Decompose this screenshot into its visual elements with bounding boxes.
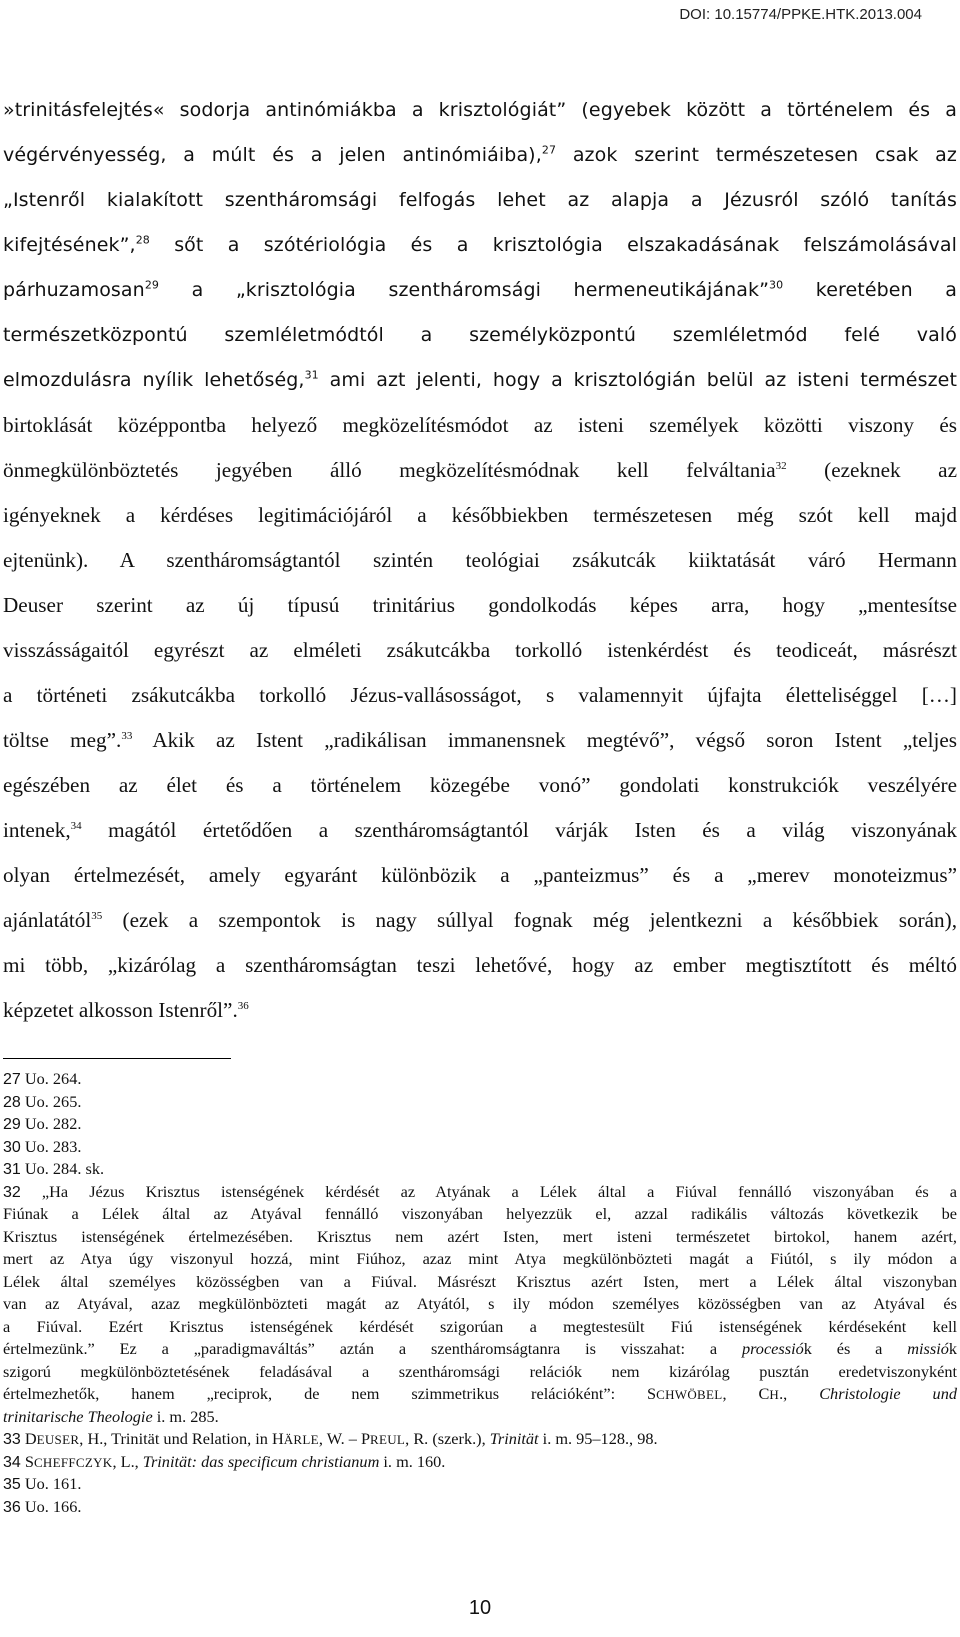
text-line: kifejtésének”,$^{28}$ sőt a szótériológia és a krisztológia elszakadásának felszámolásával (3, 233, 958, 256)
footnote-30: 30 Uo. 283. (3, 1136, 82, 1156)
footnote-ref[interactable]: 29 (144, 278, 160, 292)
text-line: töltse meg”.$^{33}$ Akik az Istent „radikálisan immanensnek megtévő”, végső soron Istent „teljes (3, 728, 957, 752)
page-number: 10 (468, 1597, 492, 1619)
footnote-32-line: értelmezhetők, hanem „reciprok, de nem szimmetrikus relációként”: SCHWÖBEL, CH., Christologie und (3, 1384, 957, 1403)
footnote-ref[interactable]: 32 (775, 459, 787, 472)
text-line: »trinitásfelejtés« sodorja antinómiákba a krisztológiát” (egyebek között a történelem és a (3, 99, 957, 121)
footnote-32-line: van az Atyával, azaz megkülönbözteti magát az Atyától, s ily módon személyes közösségben van az Atyával és (3, 1294, 957, 1313)
footnote-separator (3, 1058, 231, 1059)
footnote-32-line: mert az Atya úgy viszonyul hozzá, mint Fiúhoz, azaz mint Atya megkülönbözteti magát a Fiútól, s ily módon a (3, 1249, 957, 1268)
text-line: olyan értelmezését, amely egyaránt különbözik a „panteizmus” és a „merev monoteizmus” (3, 863, 957, 887)
text-line: Deuser szerint az új típusú trinitárius gondolkodás képes arra, hogy „mentesítse (3, 593, 957, 617)
footnote-32-line: a Fiúval. Ezért Krisztus istenségének kérdését szigorúan a megtestesült Fiú istenségének kérdéseként kell (3, 1316, 957, 1336)
footnote-31: 31 Uo. 284. sk. (3, 1159, 105, 1178)
footnote-ref[interactable]: 33 (121, 729, 133, 742)
footnote-ref[interactable]: 31 (304, 368, 319, 382)
footnote-34: 34 SCHEFFCZYK, L., Trinität: das specificum christianum i. m. 160. (3, 1451, 446, 1471)
text-line: a történeti zsákutcákba torkolló Jézus-vallásosságot, s valamennyit újfajta életteliséggel […] (3, 683, 957, 707)
text-line: mi több, „kizárólag a szentháromságtan teszi lehetővé, hogy az ember megtisztított és méltó (3, 953, 957, 977)
text-line: „Istenről kialakított szentháromsági felfogás lehet az alapja a Jézusról szóló tanítás (3, 189, 957, 211)
text-line: birtoklását középpontba helyező megközelítésmódot az isteni személyek közötti viszony és (3, 413, 957, 437)
text-line: ejtenünk). A szentháromságtantól szintén teológiai zsákutcák kiiktatását váró Hermann (3, 548, 957, 572)
footnote-32-line: értelmezünk.” Ez a „paradigmaváltás” aztán a szentháromságtanra is visszahat: a processiók és a missiók (3, 1339, 957, 1358)
text-line: egészében az élet és a történelem közegébe vonó” gondolati konstrukciók veszélyére (3, 773, 957, 797)
footnote-ref[interactable]: 34 (70, 819, 82, 832)
footnote-32-line: Fiúnak a Lélek által az Atyával fennálló viszonyában helyezzük el, azzal radikális változás következik be (3, 1204, 957, 1223)
footnote-35: 35 Uo. 161. (3, 1474, 82, 1493)
footnote-32-line: trinitarische Theologie i. m. 285. (3, 1406, 219, 1426)
footnote-28: 28 Uo. 265. (3, 1091, 82, 1111)
footnote-ref[interactable]: 28 (135, 233, 150, 247)
text-line: intenek,$^{34}$ magától értetődően a szentháromságtantól várják Isten és a világ viszonyának (3, 818, 958, 842)
text-line: párhuzamosan$^{29}$ a „krisztológia szentháromsági hermeneutikájának”$^{30}$ keretében a (3, 278, 957, 301)
footnote-ref[interactable]: 30 (769, 278, 784, 292)
text-line: természetközpontú szemléletmódtól a személyközpontú szemléletmód felé való (3, 324, 957, 346)
doi-header: DOI: 10.15774/PPKE.HTK.2013.004 (679, 6, 922, 23)
footnote-36: 36 Uo. 166. (3, 1496, 82, 1516)
footnote-ref[interactable]: 27 (541, 143, 557, 157)
text-line: elmozdulásra nyílik lehetőség,$^{31}$ ami azt jelenti, hogy a krisztológián belül az isteni természet (3, 368, 957, 391)
footnote-ref[interactable]: 36 (237, 999, 249, 1012)
text-line: ajánlatától$^{35}$ (ezek a szempontok is nagy súllyal fognak még jelentkezni a későbbiek során), (3, 908, 957, 932)
text-line: végérvényesség, a múlt és a jelen antinómiáiba),$^{27}$ azok szerint természetesen csak az (3, 143, 957, 166)
footnote-33: 33 DEUSER, H., Trinität und Relation, in HÄRLE, W. – PREUL, R. (szerk.), Trinität i. m. 95–128., 98. (3, 1429, 658, 1448)
text-line: visszásságaitól egyrészt az elméleti zsákutcákba torkolló istenkérdést és teodiceát, másrészt (3, 638, 957, 662)
footnote-32-line: Lélek által személyes közösségben van a Fiúval. Másrészt Krisztus azért Isten, mert a Lélek által viszonyban (3, 1271, 957, 1291)
footnote-27: 27 Uo. 264. (3, 1069, 82, 1088)
text-line: önmegkülönböztetés jegyében álló megközelítésmódnak kell felváltania$^{32}$ (ezeknek az (3, 458, 957, 482)
footnote-32: 32 „Ha Jézus Krisztus istenségének kérdését az Atyának a Lélek által a Fiúval fennálló viszonyában és a (3, 1181, 957, 1201)
main-text (0, 88, 960, 1033)
footnote-ref[interactable]: 35 (91, 909, 103, 922)
footnote-29: 29 Uo. 282. (3, 1114, 82, 1133)
footnote-32-line: Krisztus istenségének értelmezésében. Krisztus nem azért Isten, mert isteni természetet birtokol, hanem azért, (3, 1226, 957, 1246)
text-line: képzetet alkosson Istenről”.$^{36}$ (3, 998, 249, 1022)
text-line: igényeknek a kérdéses legitimációjáról a későbbiekben természetesen még szót kell majd (3, 503, 957, 527)
footnotes (3, 1068, 957, 1518)
footnote-32-line: szigorú megkülönböztetésének feladásával a szentháromsági relációk nem kizárólag pusztán eredetviszonyként (3, 1361, 957, 1381)
